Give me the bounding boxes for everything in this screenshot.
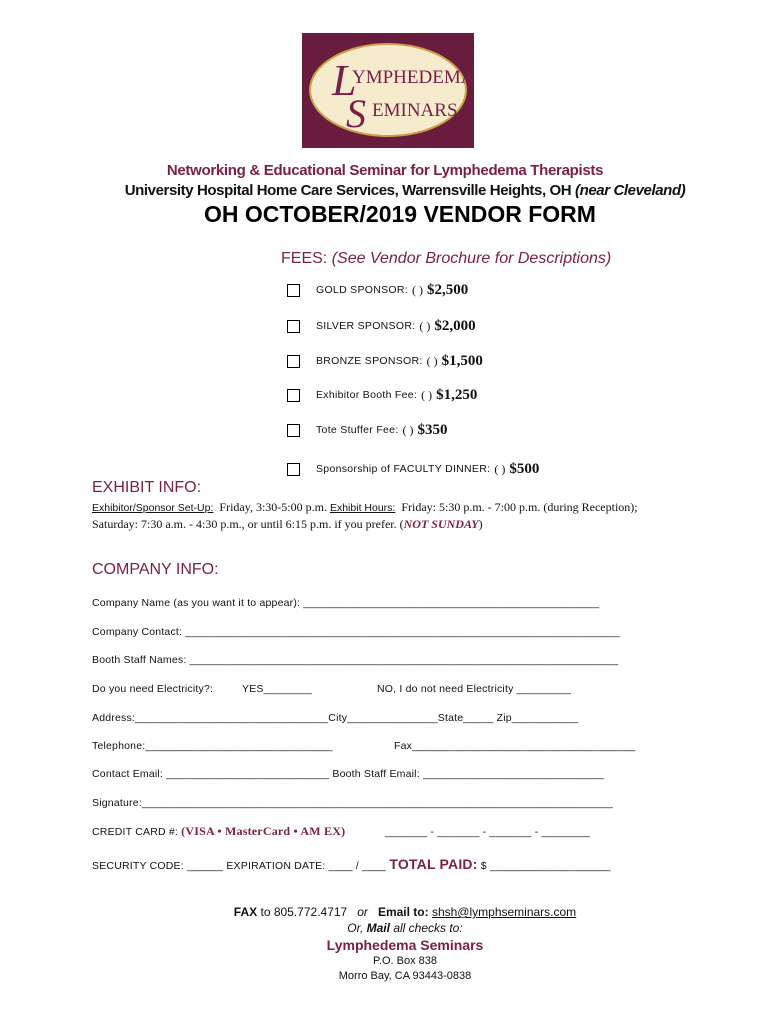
or-text: or xyxy=(357,905,368,919)
exhibit-details xyxy=(92,499,732,532)
cc-number-field[interactable]: _______ - _______ - _______ - ________ xyxy=(385,826,590,838)
electricity-no-field[interactable]: NO, I do not need Electricity _________ xyxy=(377,683,572,695)
footer-mail xyxy=(0,921,770,935)
fee-amount: $500 xyxy=(509,460,540,477)
fee-amount: $2,500 xyxy=(427,281,469,298)
logo-line2: EMINARS xyxy=(372,100,458,121)
booth-staff-field[interactable]: Booth Staff Names: _______________________________________________________________________ xyxy=(92,654,619,666)
gold-sponsor-checkbox[interactable] xyxy=(287,284,300,297)
exhibitor-booth-checkbox[interactable] xyxy=(287,389,300,402)
footer-org xyxy=(0,937,770,953)
fee-label: Sponsorship of FACULTY DINNER: xyxy=(316,463,491,475)
fee-tote-stuffer xyxy=(287,419,448,441)
fee-paren: ( ) xyxy=(419,318,431,333)
telephone-field[interactable]: Telephone:_______________________________ xyxy=(92,740,333,752)
faculty-dinner-checkbox[interactable] xyxy=(287,463,300,476)
bronze-sponsor-checkbox[interactable] xyxy=(287,355,300,368)
email-field[interactable]: Contact Email: ___________________________ Booth Staff Email: ______________________________ xyxy=(92,768,605,780)
fax-number: to 805.772.4717 xyxy=(260,905,348,919)
fee-amount: $2,000 xyxy=(434,317,476,334)
fee-paren: ( ) xyxy=(402,422,414,437)
fax-label: FAX xyxy=(233,905,258,919)
address-field[interactable]: Address:________________________________City_______________State_____ Zip___________ xyxy=(92,712,579,724)
mail-suffix: all checks to: xyxy=(393,921,463,935)
fax-field[interactable]: Fax_____________________________________ xyxy=(394,740,636,752)
company-contact-field[interactable]: Company Contact: ________________________________________________________________________ xyxy=(92,626,621,638)
mail-prefix: Or, xyxy=(347,921,364,935)
total-paid-field[interactable]: $ ____________________ xyxy=(480,860,611,872)
saturday-hours: Saturday: 7:30 a.m. - 4:30 p.m., or until 6:15 p.m. if you prefer. ( xyxy=(92,517,404,531)
hours-value: Friday: 5:30 p.m. - 7:00 p.m. (during Reception); xyxy=(401,500,638,514)
company-heading: COMPANY INFO: xyxy=(92,561,219,578)
tote-stuffer-checkbox[interactable] xyxy=(287,424,300,437)
fee-amount: $1,250 xyxy=(436,386,478,403)
fee-gold xyxy=(287,279,468,301)
email-label: Email to: xyxy=(377,905,429,919)
fee-label: Exhibitor Booth Fee: xyxy=(316,389,418,401)
total-paid-label: TOTAL PAID: xyxy=(389,856,478,872)
fee-label: BRONZE SPONSOR: xyxy=(316,355,423,367)
fee-amount: $1,500 xyxy=(441,352,483,369)
electricity-yes-field[interactable]: YES________ xyxy=(242,683,312,695)
hours-label: Exhibit Hours: xyxy=(329,502,396,514)
fees-heading-note: (See Vendor Brochure for Descriptions) xyxy=(331,250,612,267)
logo-initial-l: L xyxy=(332,56,357,105)
logo-line1: YMPHEDEMA xyxy=(352,67,474,88)
footer-po-box: P.O. Box 838 xyxy=(372,955,437,967)
mail-label: Mail xyxy=(366,921,390,935)
logo xyxy=(302,33,474,148)
exhibit-heading: EXHIBIT INFO: xyxy=(92,479,202,496)
fee-label: GOLD SPONSOR: xyxy=(316,284,409,296)
page-title: OH OCTOBER/2019 VENDOR FORM xyxy=(204,201,596,227)
security-field[interactable]: SECURITY CODE: ______ EXPIRATION DATE: ____ / ____ xyxy=(92,860,387,872)
fees-heading xyxy=(281,250,611,268)
fee-exhibitor-booth xyxy=(287,384,477,406)
footer-city: Morro Bay, CA 93443-0838 xyxy=(338,970,472,982)
fee-bronze xyxy=(287,350,483,372)
signature-field[interactable]: Signature:______________________________________________________________________________ xyxy=(92,797,613,809)
seminar-location xyxy=(0,182,770,199)
fee-paren: ( ) xyxy=(421,387,433,402)
fee-label: Tote Stuffer Fee: xyxy=(316,424,399,436)
cc-cards: (VISA • MasterCard • AM EX) xyxy=(181,824,346,838)
org-name: Lymphedema Seminars xyxy=(326,937,484,953)
security-expiration-row xyxy=(92,856,611,872)
seminar-subtitle: Networking & Educational Seminar for Lymphedema Therapists xyxy=(166,162,604,179)
logo-initial-s: S xyxy=(346,91,366,136)
email-link[interactable]: shsh@lymphseminars.com xyxy=(431,905,577,919)
fee-silver xyxy=(287,315,476,337)
electricity-question: Do you need Electricity?: xyxy=(92,683,214,695)
setup-label: Exhibitor/Sponsor Set-Up: xyxy=(92,502,214,514)
fee-label: SILVER SPONSOR: xyxy=(316,320,416,332)
credit-card-row xyxy=(92,824,345,839)
footer-contact xyxy=(0,905,770,919)
not-sunday: NOT SUNDAY xyxy=(403,517,479,531)
fee-amount: $350 xyxy=(417,421,448,438)
fee-faculty-dinner xyxy=(287,458,539,480)
location-text: University Hospital Home Care Services, Warrensville Heights, OH xyxy=(124,182,572,199)
fee-paren: ( ) xyxy=(426,353,438,368)
location-note: (near Cleveland) xyxy=(575,182,686,199)
fees-heading-label: FEES: xyxy=(281,250,328,267)
company-name-field[interactable]: Company Name (as you want it to appear): _________________________________________________ xyxy=(92,597,600,609)
close-paren: ) xyxy=(478,517,483,531)
fee-paren: ( ) xyxy=(494,461,506,476)
silver-sponsor-checkbox[interactable] xyxy=(287,320,300,333)
cc-label: CREDIT CARD #: xyxy=(92,826,179,838)
fee-paren: ( ) xyxy=(412,282,424,297)
setup-value: Friday, 3:30-5:00 p.m. xyxy=(219,500,327,514)
